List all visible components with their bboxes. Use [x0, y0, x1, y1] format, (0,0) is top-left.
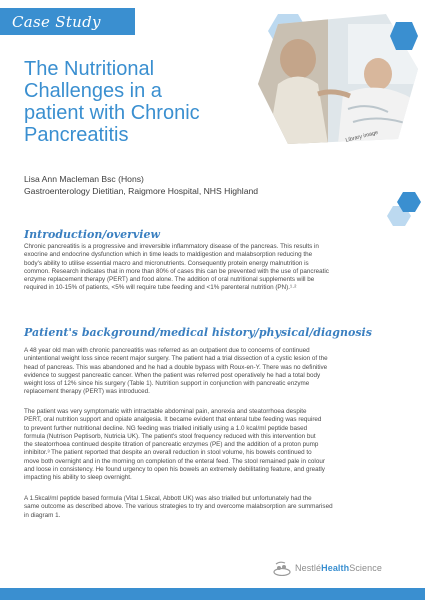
author-name: Lisa Ann Macleman Bsc (Hons)	[24, 174, 144, 184]
text-line: Chronic pancreatitis is a progressive and irreversible inflammatory disease of the pancreas. This results in	[24, 243, 319, 250]
section-heading-intro: Introduction/overview	[24, 228, 160, 241]
background-paragraph-1	[24, 347, 404, 397]
title-line: patient with Chronic	[24, 102, 200, 124]
logo-wordmark	[295, 563, 382, 573]
text-line: same outcome as described above. The various strategies to try and overcome malabsorption are summarised	[24, 503, 333, 511]
text-line: unintentional weight loss since recent major surgery. The patient had a trial dissection of a cystic lesion of the	[24, 355, 328, 363]
brand-suffix: Science	[349, 563, 382, 573]
text-line: to prevent further nutritional decline. NG feeding was trialled initially using a 1.0 kcal/ml peptide based	[24, 424, 308, 432]
brand-health: Health	[321, 563, 350, 573]
hexagon-decoration	[385, 192, 421, 232]
photo-hex-dark	[390, 22, 418, 50]
text-line: move both overnight and in the morning on completion of the enteral feed. The stool remained pale in colour	[24, 457, 325, 465]
text-line: replacement therapy (PERT) was introduced.	[24, 388, 150, 396]
text-line: exocrine and endocrine dysfunction which in time leads to maldigestion and malabsorption reducing the	[24, 251, 313, 259]
text-line: The patient was very symptomatic with intractable abdominal pain, anorexia and steatorrhoea despite	[24, 408, 307, 415]
text-line: body's ability to utilise essential macro and micronutrients. Consequently protein energy malnutrition is	[24, 259, 309, 267]
text-line: common. Research indicates that in more than 80% of cases this can be prevented with the use of pancreatic	[24, 267, 329, 275]
text-line: evidence to suggest pancreatic cancer. When the patient was referred post operatively he had a total body	[24, 371, 321, 379]
intro-paragraph	[24, 243, 404, 293]
nest-bird-icon	[272, 560, 292, 576]
text-line: enzyme replacement therapy (PERT) and food alone. The addition of oral nutritional supplements will be	[24, 276, 315, 284]
title-line: Pancreatitis	[24, 124, 129, 146]
text-line: and loose in consistency. He found urgency to open his bowels an extremely debilitating feature, and greatly	[24, 466, 325, 474]
text-line: the steatorrhoea continued despite titration of pancreatic enzymes (PE) and the addition of a proton pump	[24, 441, 319, 449]
patient-photo	[258, 14, 418, 144]
author-role: Gastroenterology Dietitian, Raigmore Hospital, NHS Highland	[24, 186, 259, 196]
text-line: required in 10-15% of patients, <5% will require tube feeding and <1% parenteral nutrition (PN).¹·²	[24, 284, 297, 292]
title-line: Challenges in a	[24, 80, 162, 102]
text-line: A 48 year old man with chronic pancreatitis was referred as an outpatient due to concerns of continued	[24, 347, 310, 354]
background-paragraph-2	[24, 408, 404, 483]
text-line: in diagram 1.	[24, 511, 61, 519]
text-line: PERT, oral nutrition support and opiate analgesia. It became evident that enteral tube feeding was required	[24, 416, 322, 424]
author-block	[24, 173, 258, 197]
nestle-health-science-logo	[272, 560, 382, 576]
page-title	[24, 58, 234, 146]
title-line: The Nutritional	[24, 58, 155, 80]
background-paragraph-3	[24, 495, 404, 520]
footer-bar	[0, 588, 425, 600]
banner-label: Case Study	[12, 13, 101, 31]
text-line: formula (Nutrison Peptisorb, Nutricia UK). The patient's stool frequency reduced with this intervention but	[24, 432, 316, 440]
text-line: weight loss of 12% since his surgery (Table 1). Nutrition support in conjunction with pancreatic enzyme	[24, 380, 310, 388]
brand-prefix: Nestlé	[295, 563, 322, 573]
text-line: head of pancreas. This was abandoned and he had a double bypass with Roux-en-Y. There was no definitive	[24, 363, 328, 371]
photo-caption: Library image	[345, 129, 379, 144]
section-heading-background: Patient's background/medical history/physical/diagnosis	[24, 326, 372, 339]
text-line: impacting his ability to sleep overnight.	[24, 474, 132, 482]
text-line: inhibitor.³ The patient reported that despite an overall reduction in stool volume, his bowels continued to	[24, 449, 312, 457]
case-study-banner	[0, 8, 135, 35]
text-line: A 1.5kcal/ml peptide based formula (Vital 1.5kcal, Abbott UK) was also trialled but unfortunately had the	[24, 495, 312, 502]
